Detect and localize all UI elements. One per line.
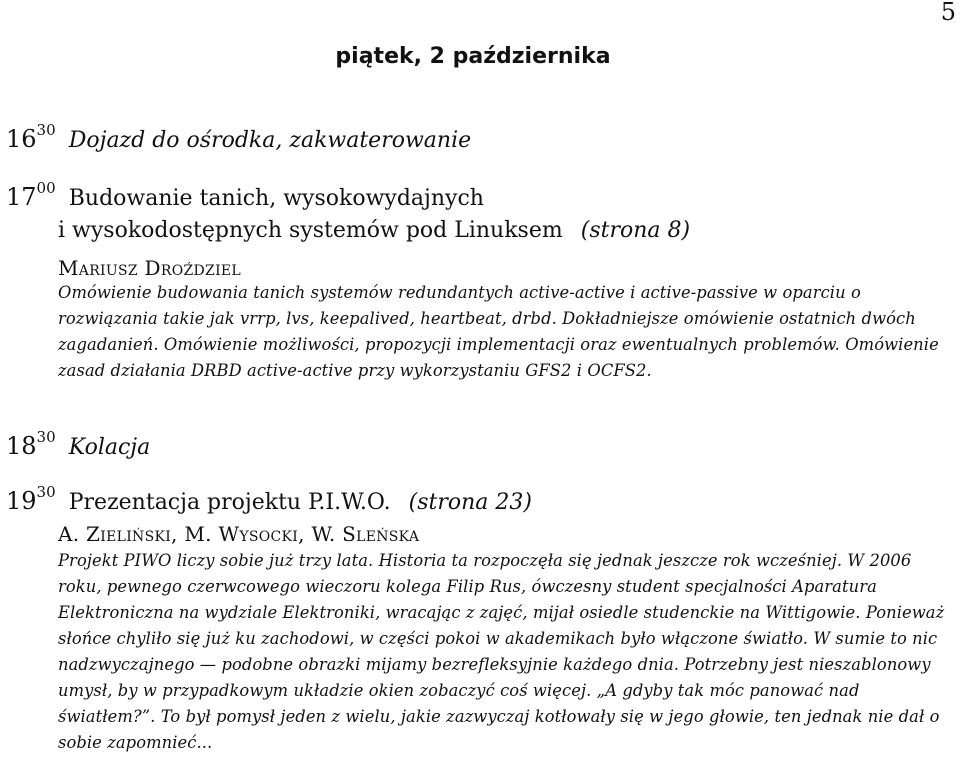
description-text: Projekt PIWO liczy sobie już trzy lata. Historia ta rozpoczęła się jednak jeszcze rok wcześniej. W 2006 roku, pewnego czerwcowego wieczoru kolega Filip Rus, ówczesny student specjalności Aparatura Elektroniczna na wydziale Elektroniki, wracając z zajęć, mijał osiedle studenckie na Wittigowie. Ponieważ słońce chyliło się już ku zachodowi, w części pokoi w akademikach było włączone światło. W sumie to nic nadzwyczajnego — podobne obrazki mijamy bezrefleksyjnie każdego dnia. Potrzebny jest nieszablonowy umysł, by w przypadkowym układzie okien zobaczyć coś więcej. „A gdyby tak móc panować nad światłem?”. To był pomysł jeden z wielu, jakie zazwyczaj kotłowały się w jego głowie, ten jednak nie dał o sobie zapomnieć... [58,551,945,752]
entry-title-line2: i wysokodostępnych systemów pod Linuksem [58,218,563,243]
entry-time: $16^{30}$ [6,121,56,153]
schedule-entry-arrival [6,121,950,153]
entry-time: $18^{30}$ [6,428,56,460]
entry-title: Prezentacja projektu P.I.W.O. [68,490,391,515]
talk-linux-title-line2-row [58,218,950,243]
schedule-entry-dinner [6,428,950,460]
entry-title-line1: Budowanie tanich, wysokowydajnych [68,186,484,211]
description-text: Omówienie budowania tanich systemów redundantych active-active i active-passive w oparciu o rozwiązania takie jak vrrp, lvs, keepalived, heartbeat, drbd. Dokładniejsze omówienie ostatnich dwóch zagadanień. Omówienie możliwości, propozycji implementacji oraz ewentualnych problemów. Omówienie zasad działania DRBD active-active przy wykorzystaniu GFS2 i OCFS2. [58,283,939,380]
speaker-name [58,256,950,280]
speaker-text: A. Zieliński, M. Wysocki, W. Sleńska [58,522,420,546]
schedule-entry-talk-linux [6,179,950,211]
talk-description [58,280,950,384]
entry-title: Dojazd do ośrodka, zakwaterowanie [68,128,472,153]
entry-title: Kolacja [68,435,151,460]
talk-description [58,548,950,756]
page-number: 5 [940,0,956,26]
page-reference: (strona 23) [408,490,532,515]
entry-time: $19^{30}$ [6,483,56,515]
speaker-names [58,522,950,546]
schedule-entry-talk-piwo [6,483,950,515]
entry-time: $17^{00}$ [6,179,56,211]
page-reference: (strona 8) [580,218,691,243]
day-heading: piątek, 2 października [335,44,611,69]
speaker-text: Mariusz Droździel [58,256,242,280]
